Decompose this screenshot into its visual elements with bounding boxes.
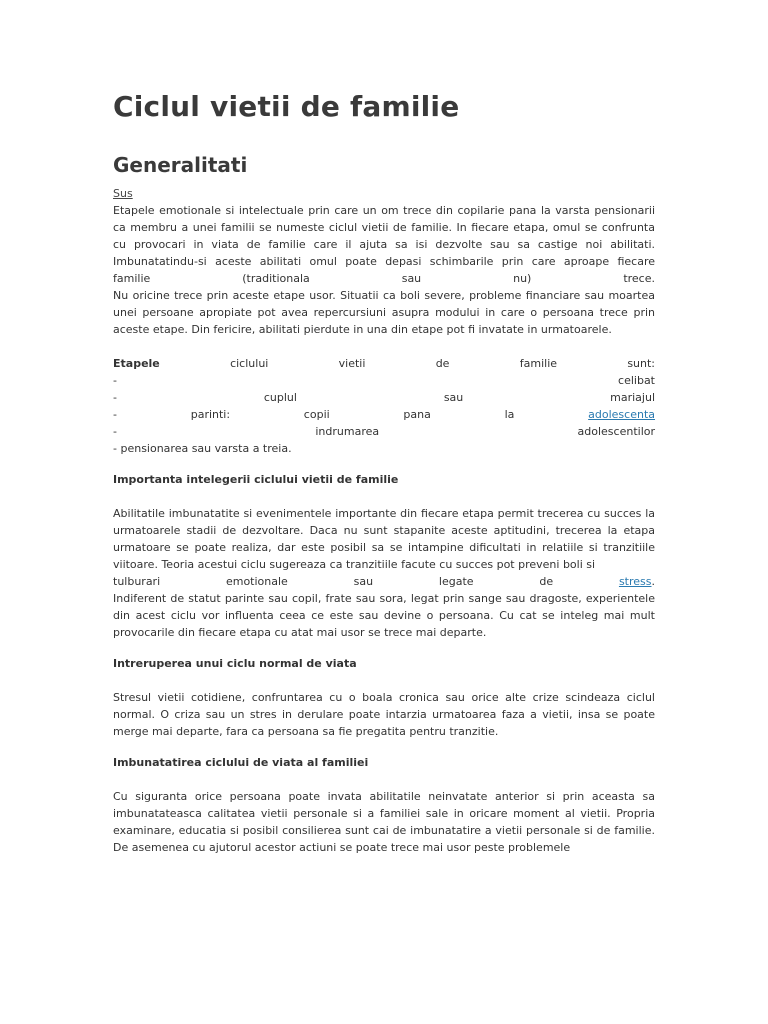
importance-line: tulburari emotionale sau legate de stress. bbox=[113, 575, 655, 588]
interruption-block bbox=[113, 689, 655, 740]
sus-link[interactable]: Sus bbox=[113, 187, 133, 200]
stress-link[interactable]: stress bbox=[618, 575, 652, 588]
intro-block bbox=[113, 202, 655, 338]
section-title-importance: Importanta intelegerii ciclului vietii de familie bbox=[113, 473, 399, 486]
adolescenta-link[interactable]: adolescenta bbox=[588, 408, 656, 421]
interruption-paragraph: Stresul vietii cotidiene, confruntarea cu o boala cronica sau orice alte crize scindeaza ciclul normal. O criza sau un stres in derulare poate intarzia urmatoarea faza a vietii, insa se poate merge mai departe, fara ca persoana sa fie pregatita pentru tranzitie. bbox=[113, 691, 655, 738]
section-title-interruption: Intreruperea unui ciclu normal de viata bbox=[113, 657, 357, 670]
stage-item-text: cuplul sau mariajul bbox=[263, 391, 656, 404]
stages-label-bold: Etapele bbox=[113, 357, 160, 370]
intro-line: Etapele emotionale si intelectuale prin care un om trece din copilarie pana la varsta pensionarii bbox=[113, 204, 655, 217]
stage-item: - indrumarea adolescentilor bbox=[113, 425, 655, 438]
document-content bbox=[113, 86, 655, 856]
improve-block bbox=[113, 788, 655, 856]
importance-paragraph-2: Indiferent de statut parinte sau copil, frate sau sora, legat prin sange sau dragoste, experientele din acest ciclu vor influenta ceea ce este sau devine o persoana. Cu cat se inteleg mai mult provocarile din fiecare etapa cu atat mai usor se trece mai departe. bbox=[113, 592, 655, 639]
improve-paragraph: Cu siguranta orice persoana poate invata abilitatile neinvatate anterior si prin aceasta sa imbunatateasca calitatea vietii personale si a familiei sale in oricare moment al vietii. Propria examinare, educatia si posibil consilierea sunt cai de imbunatatire a vietii personale si de familie. De asemenea cu ajutorul acestor actiuni se poate trece mai usor peste problemele bbox=[113, 790, 655, 854]
intro-paragraph-2: Nu oricine trece prin aceste etape usor. Situatii ca boli severe, probleme financiare sau moartea unei persoane apropiate pot avea repercursiuni asupra modului in care o persoana trece prin aceste etape. Din fericire, abilitati pierdute in una din etape pot fi invatate in urmatoarele. bbox=[113, 289, 655, 336]
stages-list bbox=[113, 355, 655, 457]
stage-item: - celibat bbox=[113, 374, 655, 387]
stage-item: - parinti: copii pana la adolescenta bbox=[113, 408, 656, 421]
stages-label-rest: ciclului vietii de familie sunt: bbox=[230, 357, 656, 370]
stages-heading bbox=[113, 355, 655, 372]
importance-block bbox=[113, 505, 655, 641]
stage-item-text: indrumarea adolescentilor bbox=[315, 425, 655, 438]
page-title: Ciclul vietii de familie bbox=[113, 90, 460, 123]
intro-line: cu provocari in viata de familie care il ajuta sa isi dezvolte sau sa castige noi abilitati. bbox=[113, 238, 655, 251]
stage-item: - cuplul sau mariajul bbox=[113, 391, 656, 404]
importance-paragraph: Abilitatile imbunatatite si evenimentele importante din fiecare etapa permit trecerea cu succes la urmatoarele stadii de dezvoltare. Daca nu sunt stapanite aceste aptitudini, trecerea la etapa urmatoare se poate realiza, dar este posibil sa se intampine dificultati in relatiile si tranzitiile viitoare. Teoria acestui ciclu sugereaza ca tranzitiile facute cu succes pot preveni boli si bbox=[113, 507, 655, 571]
stage-item: - pensionarea sau varsta a treia. bbox=[113, 442, 292, 455]
stage-item-text: celibat bbox=[618, 374, 655, 387]
intro-line: Imbunatatindu-si aceste abilitati omul poate depasi schimbarile prin care aproape fiecare bbox=[113, 255, 655, 268]
intro-line: ca membru a unei familii se numeste ciclul vietii de familie. In fiecare etapa, omul se confrunta bbox=[113, 221, 655, 234]
intro-line: familie (traditionala sau nu) trece. bbox=[113, 272, 655, 285]
section-title-improve: Imbunatatirea ciclului de viata al familiei bbox=[113, 756, 369, 769]
stage-item-text: parinti: copii pana la bbox=[190, 408, 515, 421]
importance-line-text: tulburari emotionale sau legate de bbox=[113, 575, 554, 588]
section-heading-generalitati: Generalitati bbox=[113, 153, 248, 177]
